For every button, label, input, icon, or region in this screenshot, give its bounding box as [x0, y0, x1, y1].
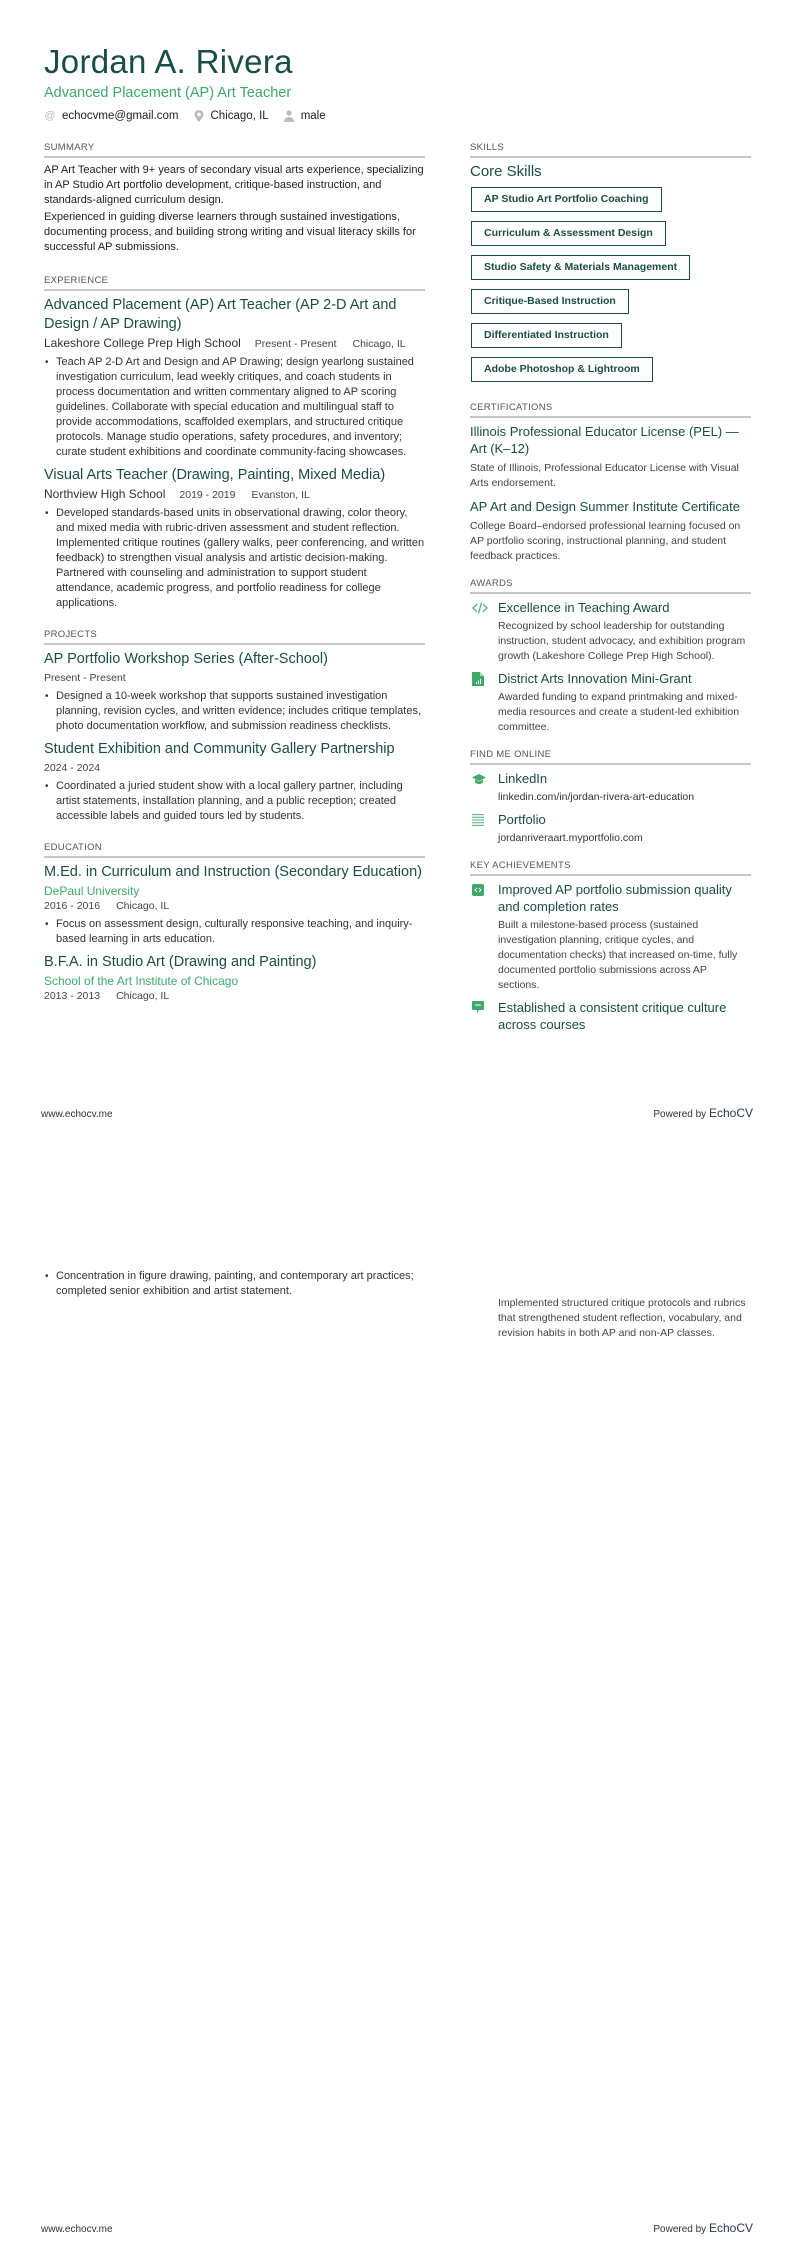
contact-gender [283, 110, 326, 122]
experience-section [44, 275, 425, 611]
file-chart-icon [472, 672, 486, 686]
award-description: Recognized by school leadership for outstanding instruction, student advocacy, and exhibition program growth (Lakeshore College Prep High School). [498, 620, 746, 662]
certification-description: College Board–endorsed professional learning focused on AP portfolio scoring, instructional planning, and student feedback practices. [470, 520, 741, 562]
job-location: Evanston, IL [251, 489, 310, 501]
employer: Lakeshore College Prep High School [44, 336, 241, 350]
job-title: Advanced Placement (AP) Art Teacher (AP 2-D Art and Design / AP Drawing) [44, 297, 397, 332]
achievement-title: Improved AP portfolio submission quality and completion rates [498, 882, 732, 914]
bullet-item: • Coordinated a juried student show with a local gallery partner, including artist statements, installation planning, and a public reception; created accessible labels and guided tours led by students. [44, 779, 425, 824]
summary-paragraph: Experienced in guiding diverse learners through sustained investigations, documenting process, and building strong writing and visual literacy skills for successful AP submissions. [44, 211, 416, 253]
job-title: Visual Arts Teacher (Drawing, Painting, Mixed Media) [44, 467, 386, 483]
left-column [44, 142, 425, 1018]
job-location: Chicago, IL [352, 338, 406, 350]
job-dates: Present - Present [254, 338, 337, 350]
job-meta [44, 487, 425, 503]
certifications-section [470, 402, 751, 564]
job-dates: 2019 - 2019 [179, 489, 236, 501]
skill-chip: Curriculum & Assessment Design [471, 221, 666, 246]
section-heading: EXPERIENCE [44, 275, 425, 291]
project-meta [44, 671, 425, 686]
achievement-description: Built a milestone-based process (sustained investigation planning, critique cycles, and documentation checks) that increased on-time, fully documented portfolio submissions across AP sections. [498, 919, 738, 991]
bullet-list [44, 355, 425, 460]
online-link-entry[interactable] [470, 811, 751, 846]
right-column-overflow [498, 1293, 751, 1341]
bullet-item: • Developed standards-based units in observational drawing, color theory, and mixed media with rubric-driven assessment and student reflection. Implemented critique routines (gallery walks, peer conferencing, and written feedback) to strengthen visual analysis and artistic decision-making. Partnered with counseling and administration to support student attendance, academic progress, and portfolio readiness for college applications. [44, 506, 425, 611]
education-section [44, 842, 425, 1004]
list-lines-icon [472, 813, 486, 827]
employer: Northview High School [44, 487, 166, 501]
certification-description: State of Illinois, Professional Educator License with Visual Arts endorsement. [470, 462, 739, 489]
education-dates: 2013 - 2013 [44, 990, 101, 1002]
education-entry [44, 953, 425, 1004]
summary-section [44, 142, 425, 255]
powered-by-text: Powered by [653, 2224, 707, 2235]
education-location: Chicago, IL [116, 900, 170, 912]
at-sign-icon: @ [44, 110, 56, 122]
link-label: Portfolio [498, 812, 546, 827]
bullet-item: • Concentration in figure drawing, painting, and contemporary art practices; completed senior exhibition and artist statement. [44, 1269, 425, 1299]
online-section [470, 749, 751, 846]
bullet-item: • Focus on assessment design, culturally responsive teaching, and inquiry-based learning in arts education. [44, 917, 425, 947]
footer-powered [653, 2221, 753, 2235]
skill-category: Core Skills [470, 163, 542, 180]
graduation-cap-icon [472, 772, 486, 786]
link-url[interactable]: linkedin.com/in/jordan-rivera-art-education [498, 791, 695, 803]
achievement-description: Implemented structured critique protocols and rubrics that strengthened student reflection, vocabulary, and revision habits in both AP and non-AP classes. [498, 1297, 746, 1339]
experience-entry [44, 296, 425, 460]
degree-title: M.Ed. in Curriculum and Instruction (Secondary Education) [44, 864, 422, 880]
projects-section [44, 629, 425, 824]
achievement-title: Established a consistent critique culture across courses [498, 1000, 727, 1032]
skills-section [470, 142, 751, 388]
award-entry [470, 670, 751, 735]
candidate-title: Advanced Placement (AP) Art Teacher [44, 85, 292, 101]
person-icon [283, 110, 295, 122]
project-entry [44, 650, 425, 734]
bullet-item: • Teach AP 2-D Art and Design and AP Drawing; design yearlong sustained investigation curriculum, lead weekly critiques, and coach students in process documentation and written commentary aligned to AP scoring guidelines. Collaborate with special education and multilingual staff to provide accommodations, scaffolded exemplars, and structured critique protocols. Manage studio operations, safety procedures, and inventory; curate student exhibitions and coordinate community-facing showcases. [44, 355, 425, 460]
code-icon [472, 601, 486, 615]
summary-paragraph: AP Art Teacher with 9+ years of secondary visual arts experience, specializing in AP Studio Art portfolio development, critique-based instruction, and standards-aligned curriculum design. [44, 164, 424, 206]
school-name: DePaul University [44, 884, 140, 898]
project-title: Student Exhibition and Community Gallery Partnership [44, 741, 395, 757]
education-location: Chicago, IL [116, 990, 170, 1002]
degree-title: B.F.A. in Studio Art (Drawing and Painting) [44, 954, 317, 970]
section-heading: CERTIFICATIONS [470, 402, 751, 418]
section-heading: EDUCATION [44, 842, 425, 858]
powered-by-text: Powered by [653, 1109, 707, 1120]
bullet-list [44, 506, 425, 611]
page-footer [41, 1106, 753, 1120]
brand-name: EchoCV [708, 1106, 753, 1120]
location-pin-icon [193, 110, 205, 122]
location-text: Chicago, IL [210, 110, 269, 122]
online-link-entry[interactable] [470, 770, 751, 805]
section-heading: FIND ME ONLINE [470, 749, 751, 765]
project-title: AP Portfolio Workshop Series (After-School) [44, 651, 328, 667]
section-heading: PROJECTS [44, 629, 425, 645]
code-box-icon [472, 883, 486, 897]
section-heading: SKILLS [470, 142, 751, 158]
page-footer [41, 2221, 753, 2235]
school-name: School of the Art Institute of Chicago [44, 974, 239, 988]
gender-text: male [300, 110, 326, 122]
footer-website[interactable]: www.echocv.me [41, 1109, 113, 1120]
link-url[interactable]: jordanriveraart.myportfolio.com [498, 832, 643, 844]
achievement-entry [470, 881, 751, 993]
bullet-list [44, 917, 425, 947]
award-title: District Arts Innovation Mini-Grant [498, 671, 692, 686]
section-heading: AWARDS [470, 578, 751, 594]
bullet-item: • Designed a 10-week workshop that supports sustained investigation planning, revision cycles, and written evidence; includes critique templates, photo documentation workflow, and submission readiness checklists. [44, 689, 425, 734]
email-text: echocvme@gmail.com [62, 110, 179, 122]
award-description: Awarded funding to expand printmaking and mixed-media resources and create a student-led exhibition committee. [498, 691, 740, 733]
project-entry [44, 740, 425, 824]
left-column-overflow [44, 1269, 425, 1299]
project-dates: 2024 - 2024 [44, 762, 101, 774]
education-meta [44, 989, 425, 1004]
resume-page-2 [0, 1123, 794, 2246]
award-entry [470, 599, 751, 664]
certification-title: AP Art and Design Summer Institute Certificate [470, 499, 740, 514]
candidate-name: Jordan A. Rivera [44, 43, 293, 80]
skill-chip: AP Studio Art Portfolio Coaching [471, 187, 662, 212]
footer-powered [653, 1106, 753, 1120]
contact-row [44, 110, 744, 122]
education-dates: 2016 - 2016 [44, 900, 101, 912]
skill-chip: Critique-Based Instruction [471, 289, 629, 314]
section-heading: SUMMARY [44, 142, 425, 158]
bullet-list [44, 779, 425, 824]
job-meta [44, 336, 425, 352]
achievement-entry [470, 999, 751, 1033]
achievements-section [470, 860, 751, 1033]
link-label: LinkedIn [498, 771, 548, 786]
resume-header [44, 42, 744, 122]
skill-chip: Adobe Photoshop & Lightroom [471, 357, 653, 382]
education-entry [44, 863, 425, 947]
contact-location [193, 110, 269, 122]
project-dates: Present - Present [44, 672, 126, 684]
chat-bubble-icon [472, 1001, 486, 1015]
award-title: Excellence in Teaching Award [498, 600, 670, 615]
right-column [470, 142, 751, 1047]
project-meta [44, 761, 425, 776]
section-heading: KEY ACHIEVEMENTS [470, 860, 751, 876]
footer-website[interactable]: www.echocv.me [41, 2224, 113, 2235]
certification-title: Illinois Professional Educator License (PEL) — Art (K–12) [470, 424, 739, 456]
experience-entry [44, 466, 425, 611]
brand-name: EchoCV [708, 2221, 753, 2235]
skill-chip: Differentiated Instruction [471, 323, 622, 348]
awards-section [470, 578, 751, 735]
bullet-list [44, 689, 425, 734]
education-meta [44, 899, 425, 914]
contact-email[interactable] [44, 110, 179, 122]
skill-chip: Studio Safety & Materials Management [471, 255, 690, 280]
